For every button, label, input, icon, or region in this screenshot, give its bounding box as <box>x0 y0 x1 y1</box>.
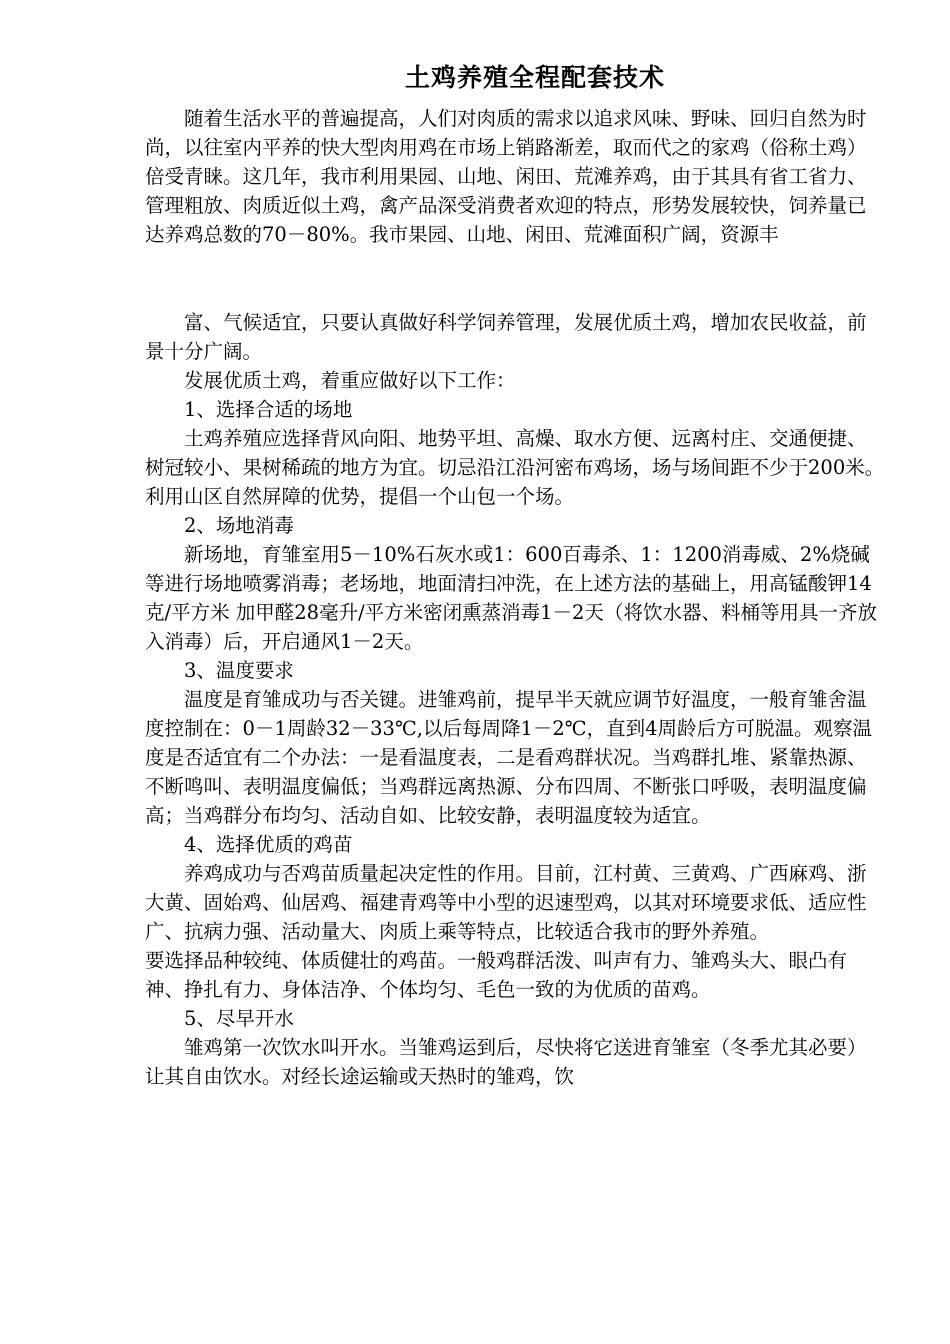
section-heading: 2、场地消毒 <box>184 514 294 537</box>
paragraph: 随着生活水平的普遍提高，人们对肉质的需求以追求风味、野味、回归自然为时尚，以往室内平养的快大型肉用鸡在市场上销路渐差，取而代之的家鸡（俗称土鸡）倍受青睐。这几年，我市利用果园、山地、闲田、荒滩养鸡，由于其具有省工省力、管理粗放、肉质近似土鸡，禽产品深受消费者欢迎的特点，形势发展较快，饲养量已达养鸡总数的70－80%。我市果园、山地、闲田、荒滩面积广阔，资源丰 <box>145 107 867 246</box>
section-heading: 1、选择合适的场地 <box>184 398 353 421</box>
section-heading: 3、温度要求 <box>184 659 294 682</box>
paragraph: 发展优质土鸡，着重应做好以下工作： <box>184 369 516 392</box>
intro-block <box>145 104 885 249</box>
document-title: 土鸡养殖全程配套技术 <box>404 63 665 92</box>
paragraph: 雏鸡第一次饮水叫开水。当雏鸡运到后，尽快将它送进育雏室（冬季尤其必要）让其自由饮水。对经长途运输或天热时的雏鸡，饮 <box>145 1036 867 1088</box>
paragraph: 土鸡养殖应选择背风向阳、地势平坦、高燥、取水方便、远离村庄、交通便捷、树冠较小、果树稀疏的地方为宜。切忌沿江沿河密布鸡场，场与场间距不少于200米。利用山区自然屏障的优势，提倡一个山包一个场。 <box>145 427 885 508</box>
section-heading: 5、尽早开水 <box>184 1007 294 1030</box>
section-heading: 4、选择优质的鸡苗 <box>184 833 353 856</box>
paragraph: 要选择品种较纯、体质健壮的鸡苗。一般鸡群活泼、叫声有力、雏鸡头大、眼凸有神、挣扎有力、身体洁净、个体均匀、毛色一致的为优质的苗鸡。 <box>145 949 848 1001</box>
paragraph: 富、气候适宜，只要认真做好科学饲养管理，发展优质土鸡，增加农民收益，前景十分广阔。 <box>145 311 867 363</box>
content-block <box>145 308 885 1091</box>
paragraph: 养鸡成功与否鸡苗质量起决定性的作用。目前，江村黄、三黄鸡、广西麻鸡、浙大黄、固始鸡、仙居鸡、福建青鸡等中小型的迟速型鸡，以其对环境要求低、适应性广、抗病力强、活动量大、肉质上乘等特点，比较适合我市的野外养殖。 <box>145 862 867 943</box>
paragraph: 温度是育雏成功与否关键。进雏鸡前，提早半天就应调节好温度，一般育雏舍温度控制在：0－1周龄32－33℃,以后每周降1－2℃，直到4周龄后方可脱温。观察温度是否适宜有二个办法：一是看温度表，二是看鸡群状况。当鸡群扎堆、紧靠热源、不断鸣叫、表明温度偏低；当鸡群远离热源、分布四周、不断张口呼吸，表明温度偏高；当鸡群分布均匀、活动自如、比较安静，表明温度较为适宜。 <box>145 688 872 827</box>
paragraph: 新场地，育雏室用5－10%石灰水或1：600百毒杀、1：1200消毒威、2%烧碱等进行场地喷雾消毒；老场地，地面清扫冲洗，在上述方法的基础上，用高锰酸钾14克/平方米 加甲醛28毫升/平方米密闭熏蒸消毒1－2天（将饮水器、料桶等用具一齐放入消毒）后，开启通风1－2天。 <box>145 543 877 653</box>
